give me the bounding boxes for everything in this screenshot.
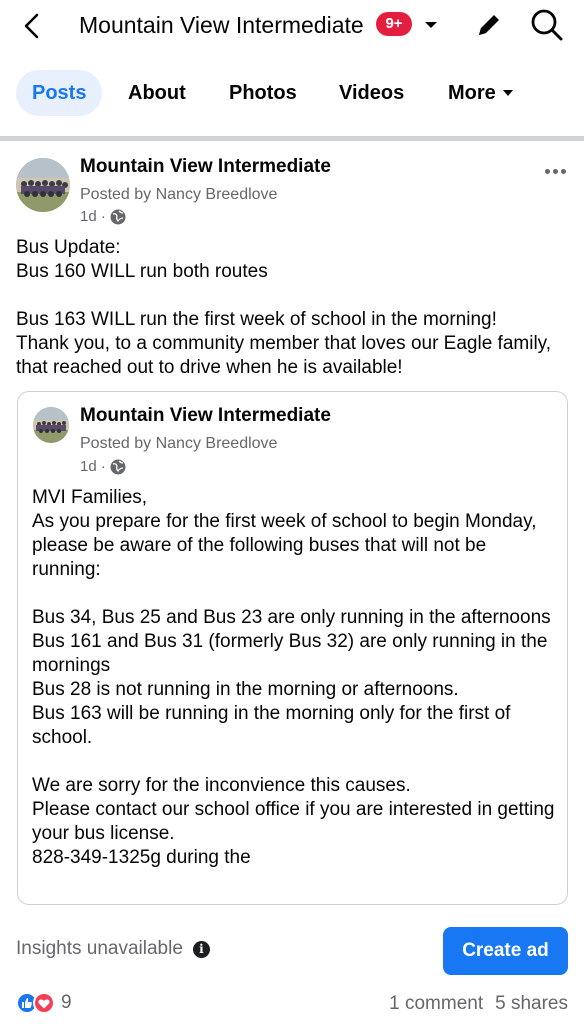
group-photo-icon xyxy=(33,407,69,443)
reaction-count: 9 xyxy=(61,992,72,1013)
post-time[interactable]: 1d · xyxy=(80,208,106,225)
post-author[interactable]: Mountain View Intermediate xyxy=(80,156,331,177)
post-options-button[interactable] xyxy=(540,160,570,182)
tab-about[interactable]: About xyxy=(128,82,186,104)
shared-post-author[interactable]: Mountain View Intermediate xyxy=(80,405,331,426)
comment-count[interactable]: 1 comment xyxy=(389,993,484,1014)
search-button[interactable] xyxy=(528,6,566,44)
dot xyxy=(553,169,558,174)
tab-videos[interactable]: Videos xyxy=(339,82,405,104)
insights-row xyxy=(16,938,210,960)
group-photo-icon xyxy=(16,158,70,212)
love-reaction-icon xyxy=(33,992,55,1014)
post-posted-by: Posted by Nancy Breedlove xyxy=(80,186,278,203)
reactions-summary[interactable] xyxy=(16,992,72,1014)
globe-icon xyxy=(110,209,126,225)
notification-badge[interactable]: 9+ xyxy=(376,12,412,36)
caret-down-icon xyxy=(502,89,514,97)
section-divider xyxy=(0,136,584,141)
share-count[interactable]: 5 shares xyxy=(495,993,568,1014)
insights-label: Insights unavailable xyxy=(16,938,183,959)
post-meta xyxy=(80,208,126,225)
shared-post-text: MVI Families, As you prepare for the first week of school to begin Monday, please be aware of the following buses that will not be running: Bus 34, Bus 25 and Bus 23 are only running in the afternoons Bus 161 and Bus 31 (formerly Bus 32) are only running in the mornings Bus 28 is not running in the morning or afternoons. Bus 163 will be running in the morning only for the first of school. We are sorry for the inconvience this causes. Please contact our school office if you are interested in getting your bus license. 828-349-1325g during the xyxy=(32,487,555,868)
page-title: Mountain View Intermediate xyxy=(79,12,364,38)
pencil-icon xyxy=(475,11,503,39)
globe-icon xyxy=(110,459,126,475)
chevron-left-icon xyxy=(22,12,42,40)
create-ad-button[interactable]: Create ad xyxy=(443,927,568,975)
tab-posts[interactable]: Posts xyxy=(16,70,102,116)
dot xyxy=(561,169,566,174)
caret-down-icon xyxy=(424,20,438,30)
edit-button[interactable] xyxy=(472,8,506,42)
back-button[interactable] xyxy=(14,8,50,44)
info-icon[interactable]: i xyxy=(193,941,210,958)
page-switcher-dropdown[interactable] xyxy=(420,14,442,36)
tab-more[interactable] xyxy=(448,70,514,116)
top-bar xyxy=(0,0,584,50)
dot xyxy=(545,169,550,174)
profile-tabs xyxy=(0,68,584,118)
shared-page-avatar[interactable] xyxy=(33,407,69,443)
engagement-counts xyxy=(389,993,568,1015)
shared-post-time[interactable]: 1d · xyxy=(80,458,106,475)
post-text: Bus Update: Bus 160 WILL run both routes Bus 163 WILL run the first week of school in the morning! Thank you, to a community member that loves our Eagle family, that reached out to drive when he is available! xyxy=(16,237,552,378)
shared-post-posted-by: Posted by Nancy Breedlove xyxy=(80,435,278,452)
shared-post-meta xyxy=(80,458,126,475)
page-avatar[interactable] xyxy=(16,158,70,212)
tab-photos[interactable]: Photos xyxy=(229,82,297,104)
search-icon xyxy=(530,8,564,42)
tab-more-label: More xyxy=(448,82,496,104)
